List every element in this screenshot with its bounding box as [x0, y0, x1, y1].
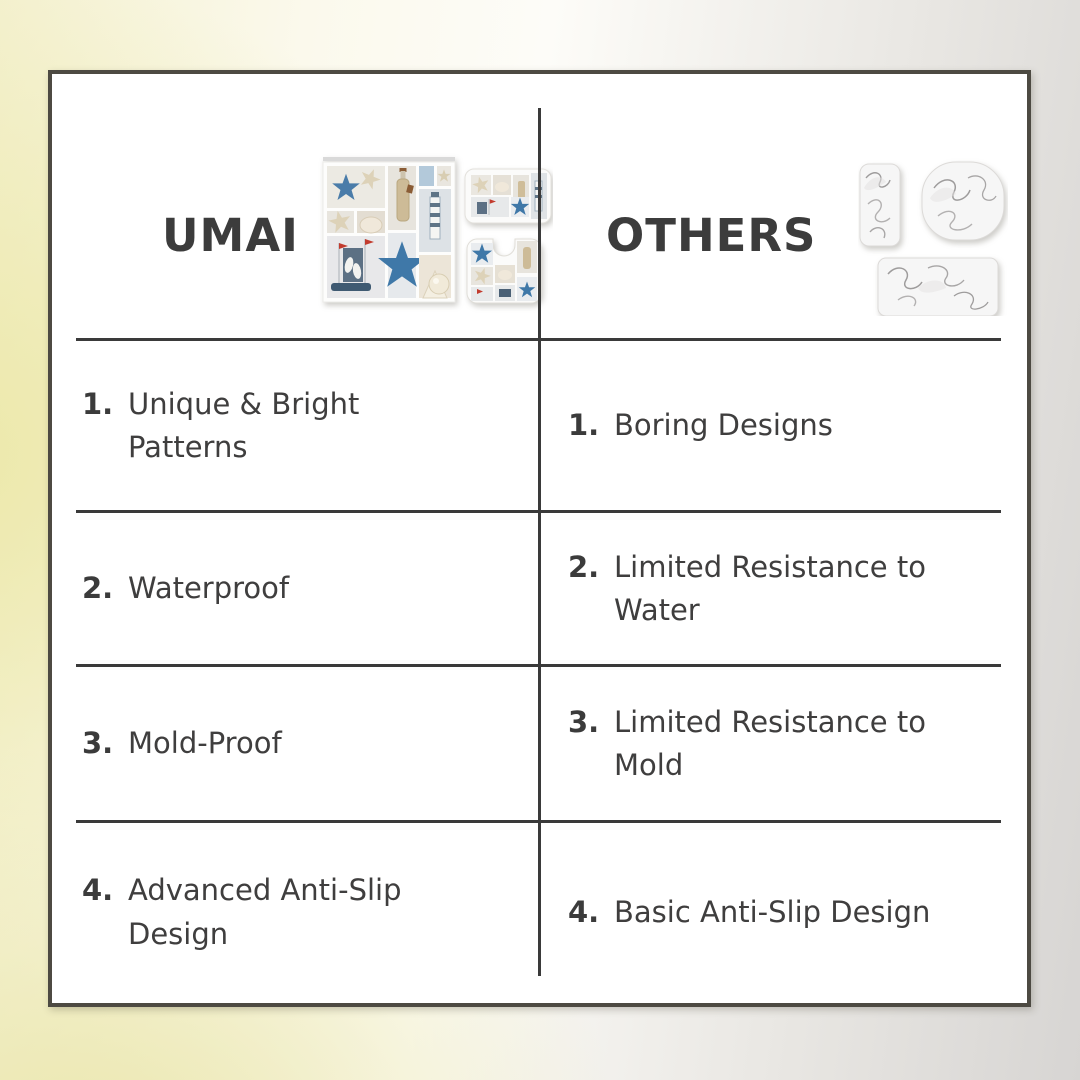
row-separator [76, 338, 1001, 341]
others-header-title: OTHERS [606, 208, 817, 262]
list-item [82, 722, 282, 766]
header-cell-umai [52, 74, 540, 340]
umai-header-title: UMAI [162, 208, 299, 262]
item-number: 3. [568, 704, 600, 739]
marble-small-mat [860, 164, 900, 246]
item-text: Basic Anti-Slip Design [614, 894, 931, 929]
others-product-image [858, 154, 1008, 316]
feature-cell-umai-2 [52, 512, 540, 666]
item-number: 2. [82, 571, 114, 606]
feature-cell-umai-3 [52, 666, 540, 822]
list-item [82, 567, 289, 611]
item-text: Boring Designs [614, 408, 833, 443]
row-separator [76, 664, 1001, 667]
marble-large-mat [878, 258, 998, 316]
row-separator [76, 510, 1001, 513]
feature-cell-others-1 [540, 340, 1027, 512]
list-item [568, 891, 930, 935]
item-text: Unique & Bright Patterns [128, 386, 360, 464]
feature-cell-others-3 [540, 666, 1027, 822]
feature-cell-umai-1 [52, 340, 540, 512]
comparison-table [52, 74, 1027, 1003]
item-number: 3. [82, 726, 114, 761]
list-item [82, 383, 458, 470]
item-text: Waterproof [128, 571, 290, 606]
list-item [568, 404, 833, 448]
feature-cell-umai-4 [52, 822, 540, 1003]
item-text: Limited Resistance to Mold [614, 704, 926, 782]
item-number: 4. [82, 873, 114, 907]
item-text: Advanced Anti-Slip Design [128, 873, 402, 951]
item-number: 1. [82, 386, 114, 421]
item-text: Mold-Proof [128, 726, 282, 761]
list-item [568, 546, 996, 633]
list-item [82, 869, 458, 956]
contour-bath-mat [467, 239, 541, 303]
comparison-card [48, 70, 1031, 1007]
item-text: Limited Resistance to Water [614, 549, 926, 627]
item-number: 2. [568, 549, 600, 584]
item-number: 1. [568, 408, 600, 443]
marble-lid-cover [922, 162, 1004, 240]
feature-cell-others-4 [540, 822, 1027, 1003]
feature-cell-others-2 [540, 512, 1027, 666]
shower-curtain-collage [323, 157, 455, 302]
row-separator [76, 820, 1001, 823]
list-item [568, 701, 996, 788]
item-number: 4. [568, 894, 600, 929]
column-divider [538, 108, 541, 976]
header-cell-others [540, 74, 1027, 340]
umai-product-image [315, 153, 553, 317]
